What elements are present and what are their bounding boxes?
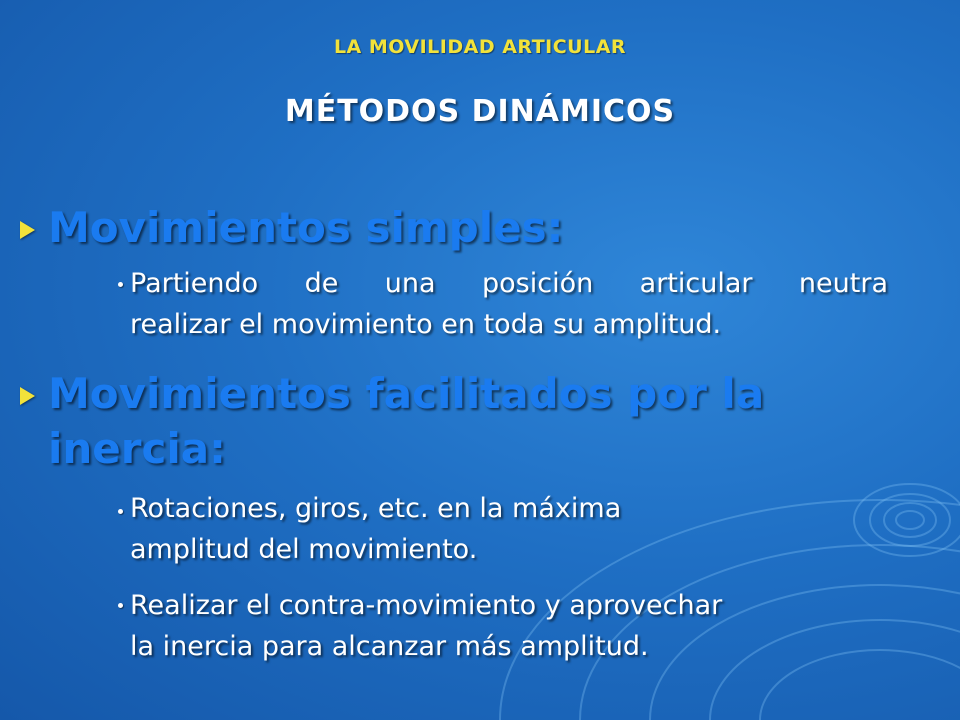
slide-topic: LA MOVILIDAD ARTICULAR bbox=[333, 36, 627, 58]
arrow-bullet-icon bbox=[20, 387, 35, 405]
subitem-text: la inercia para alcanzar más amplitud. bbox=[130, 631, 649, 662]
subitem-text: Partiendo de una posición articular neutra bbox=[130, 268, 888, 299]
subitem-text: amplitud del movimiento. bbox=[130, 534, 478, 565]
dot-bullet-icon bbox=[118, 509, 123, 514]
dot-bullet-icon bbox=[118, 603, 123, 608]
heading-movimientos-facilitados-cont: inercia: bbox=[48, 424, 226, 473]
subitem-text: realizar el movimiento en toda su amplitud. bbox=[130, 309, 722, 340]
heading-movimientos-facilitados: Movimientos facilitados por la bbox=[48, 369, 765, 418]
dot-bullet-icon bbox=[118, 282, 123, 287]
arrow-bullet-icon bbox=[20, 221, 35, 239]
subitem-text: Realizar el contra-movimiento y aprovechar bbox=[130, 590, 723, 621]
section-title: MÉTODOS DINÁMICOS bbox=[284, 94, 676, 129]
heading-movimientos-simples: Movimientos simples: bbox=[48, 203, 564, 252]
subitem-text: Rotaciones, giros, etc. en la máxima bbox=[130, 493, 622, 524]
